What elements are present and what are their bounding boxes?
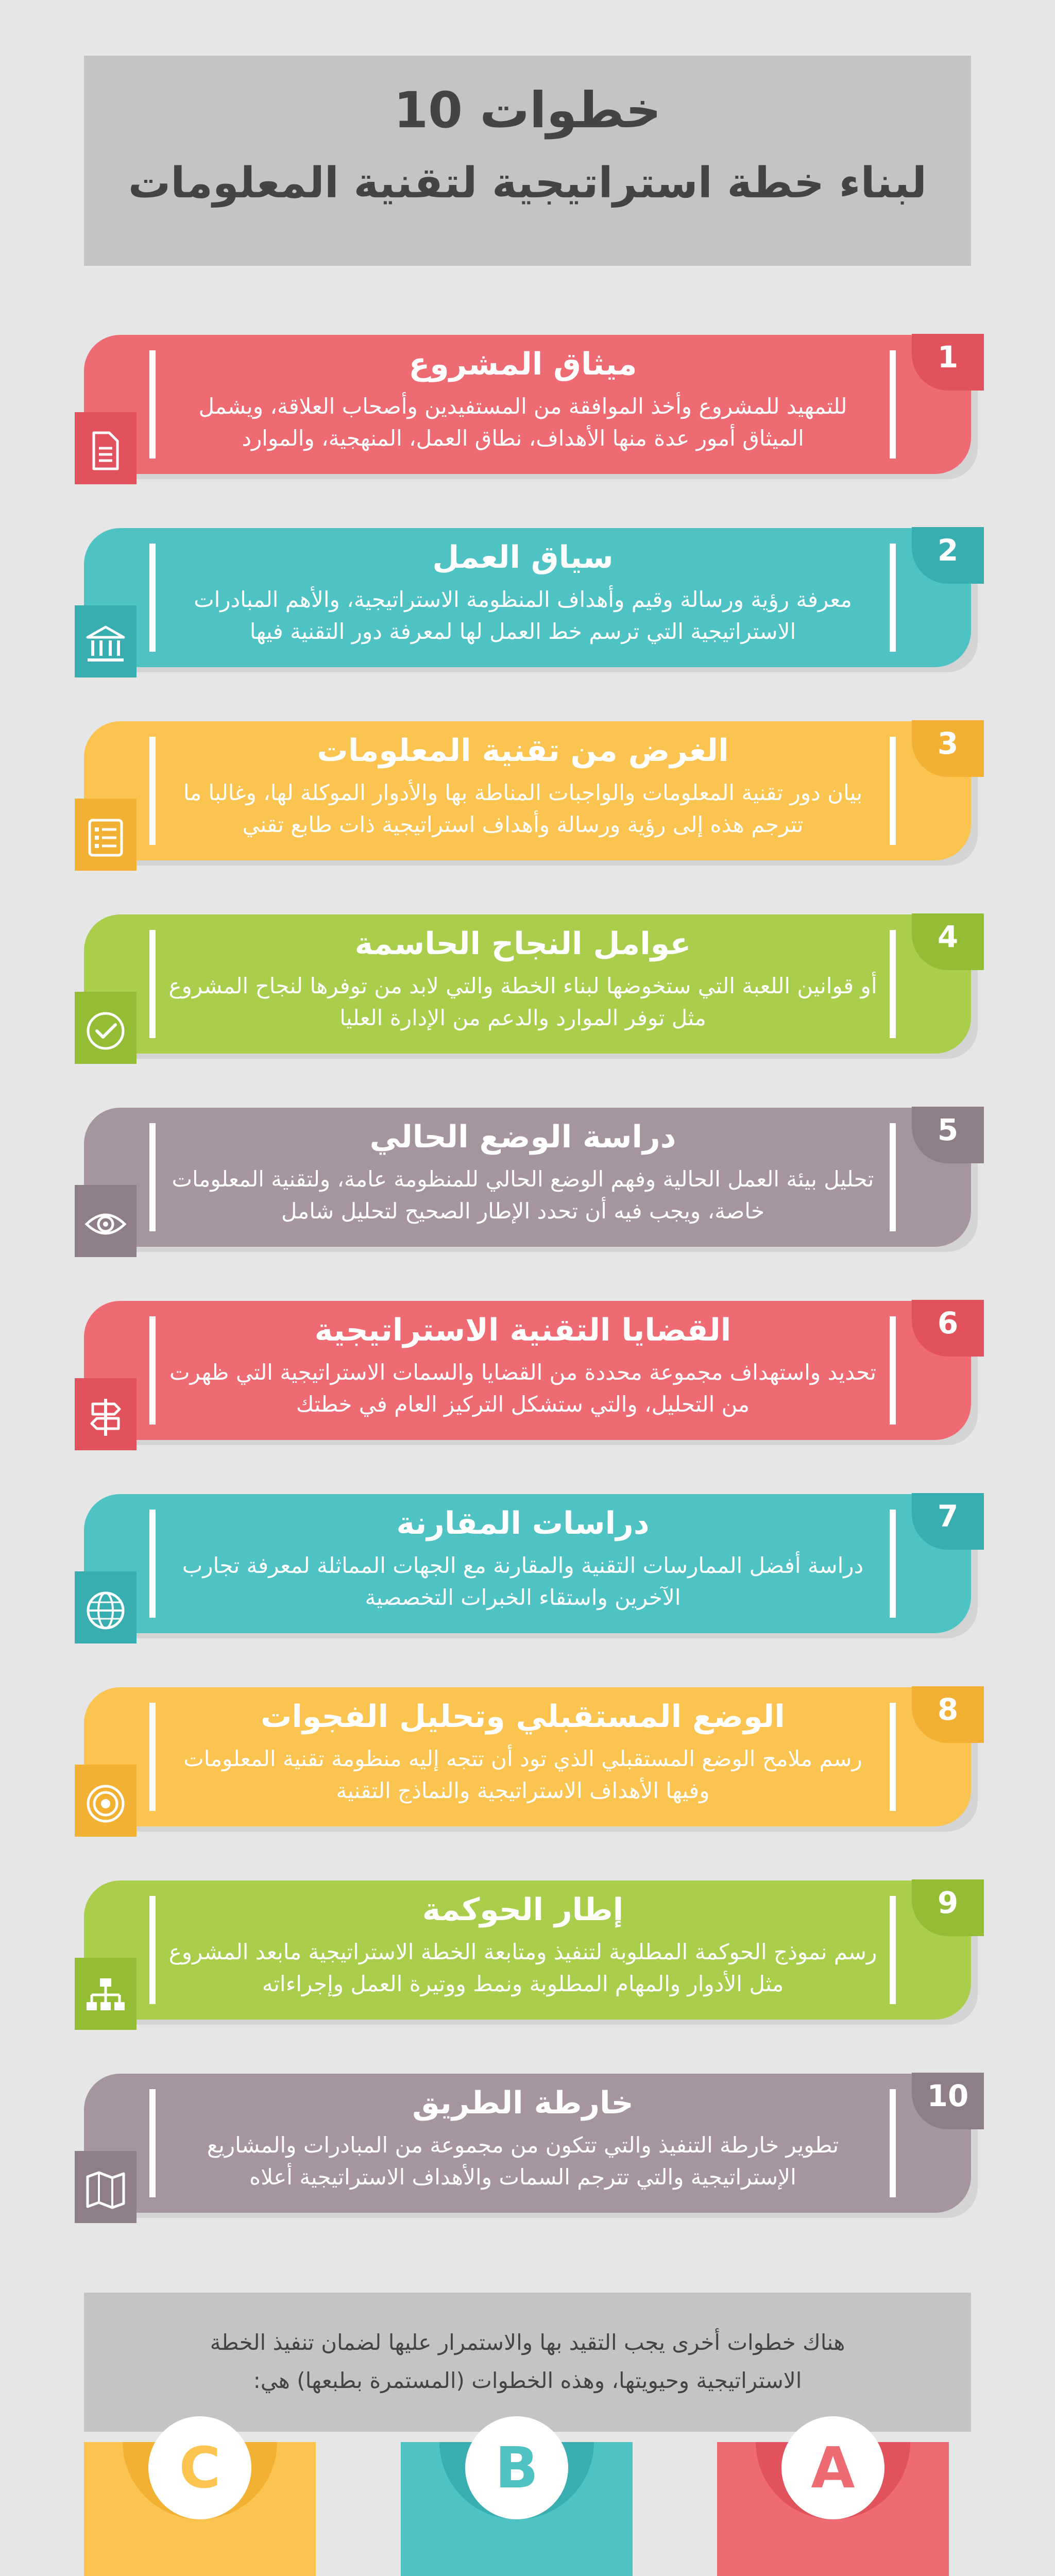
org-chart-icon [82,1973,129,2020]
subtitle: لبناء خطة استراتيجية لتقنية المعلومات [128,159,927,208]
card-monitoring [401,2435,633,2576]
step-description: معرفة رؤية ورسالة وقيم وأهداف المنظومة الاستراتيجية، والأهم المبادرات الاستراتيجية التي ترسم خط العمل لها لمعرفة دور التقنية فيها [194,587,852,644]
card-letter-c: C [148,2416,251,2519]
step-description: بيان دور تقنية المعلومات والواجبات المناطة بها والأدوار الموكلة لها، وغالبا ما تترجم هذه إلى رؤية ورسالة وأهداف استراتيجية ذات طابع تقني [183,780,863,837]
institution-icon [82,621,129,667]
step-description: تحديد واستهداف مجموعة محددة من القضايا والسمات الاستراتيجية التي ظهرت من التحليل، والتي ستشكل التركيز العام في خطتك [169,1360,877,1417]
title-banner [84,56,971,266]
step-description: رسم ملامح الوضع المستقبلي الذي تود أن تتجه إليه منظومة تقنية المعلومات وفيها الأهداف الاستراتيجية والنماذج التقنية [183,1746,862,1803]
step-5 [0,1108,1055,1262]
step-number: 7 [912,1493,984,1550]
step-title: إطار الحوكمة [422,1892,624,1928]
step-3 [0,721,1055,876]
step-title: دراسة الوضع الحالي [369,1119,676,1155]
note-line-1: هناك خطوات أخرى يجب التقيد بها والاستمرار عليها لضمان تنفيذ الخطة [210,2330,845,2355]
step-6 [0,1301,1055,1455]
step-number: 3 [912,720,984,777]
step-number: 9 [912,1879,984,1936]
step-number: 6 [912,1300,984,1357]
step-title: الوضع المستقبلي وتحليل الفجوات [261,1699,785,1735]
step-description: للتمهيد للمشروع وأخذ الموافقة من المستفيدين وأصحاب العلاقة، ويشمل الميثاق أمور عدة منها الأهداف، نطاق العمل، المنهجية، والموارد [198,394,847,451]
step-10 [0,2074,1055,2228]
step-number: 4 [912,913,984,970]
step-title: ميثاق المشروع [409,346,637,382]
card-letter-b: B [465,2416,568,2519]
card-letter-a: A [781,2416,884,2519]
step-title: عوامل النجاح الحاسمة [354,926,691,962]
step-8 [0,1687,1055,1842]
checklist-icon [82,814,129,860]
step-title: دراسات المقارنة [396,1505,650,1541]
globe-icon [82,1587,129,1633]
step-description: رسم نموذج الحوكمة المطلوبة لتنفيذ ومتابعة الخطة الاستراتيجية مابعد المشروع مثل الأدوار والمهام المطلوبة ونمط ووتيرة العمل وإجراءاته [168,1939,877,1996]
map-icon [82,2166,129,2213]
step-7 [0,1494,1055,1649]
checkmark-icon [82,1007,129,1054]
eye-icon [82,1200,129,1247]
step-number: 8 [912,1686,984,1743]
step-title: سياق العمل [432,539,614,575]
step-description: دراسة أفضل الممارسات التقنية والمقارنة مع الجهات المماثلة لمعرفة تجارب الآخرين واستقاء الخبرات التخصصية [182,1553,864,1610]
step-2 [0,528,1055,683]
step-description: تطوير خارطة التنفيذ والتي تتكون من مجموعة من المبادرات والمشاريع الإستراتيجية والتي تترجم السمات والأهداف الاستراتيجية أعلاه [207,2132,839,2190]
step-title: الغرض من تقنية المعلومات [317,733,729,769]
card-communication [717,2435,949,2576]
step-1 [0,335,1055,489]
step-number: 10 [912,2073,984,2129]
target-icon [82,1780,129,1826]
step-title: خارطة الطريق [412,2085,634,2121]
signpost-icon [82,1394,129,1440]
step-description: أو قوانين اللعبة التي ستخوضها لبناء الخطة والتي لابد من توفرها لنجاح المشروع مثل توفر الموارد والدعم من الإدارة العليا [168,973,877,1030]
step-number: 2 [912,527,984,584]
step-description: تحليل بيئة العمل الحالية وفهم الوضع الحالي للمنظومة عامة، ولتقنية المعلومات خاصة، ويجب فيه أن تحدد الإطار الصحيح لتحليل شامل [172,1166,874,1224]
step-number: 1 [912,334,984,391]
main-title: 10 خطوات [394,81,661,139]
step-4 [0,914,1055,1069]
document-icon [82,428,129,474]
note-line-2: الاستراتيجية وحيويتها، وهذه الخطوات (المستمرة بطبعها) هي: [253,2368,802,2393]
step-number: 5 [912,1107,984,1163]
step-title: القضايا التقنية الاستراتيجية [314,1312,731,1348]
card-review [84,2435,316,2576]
additional-steps-note [84,2293,971,2432]
step-9 [0,1880,1055,2035]
